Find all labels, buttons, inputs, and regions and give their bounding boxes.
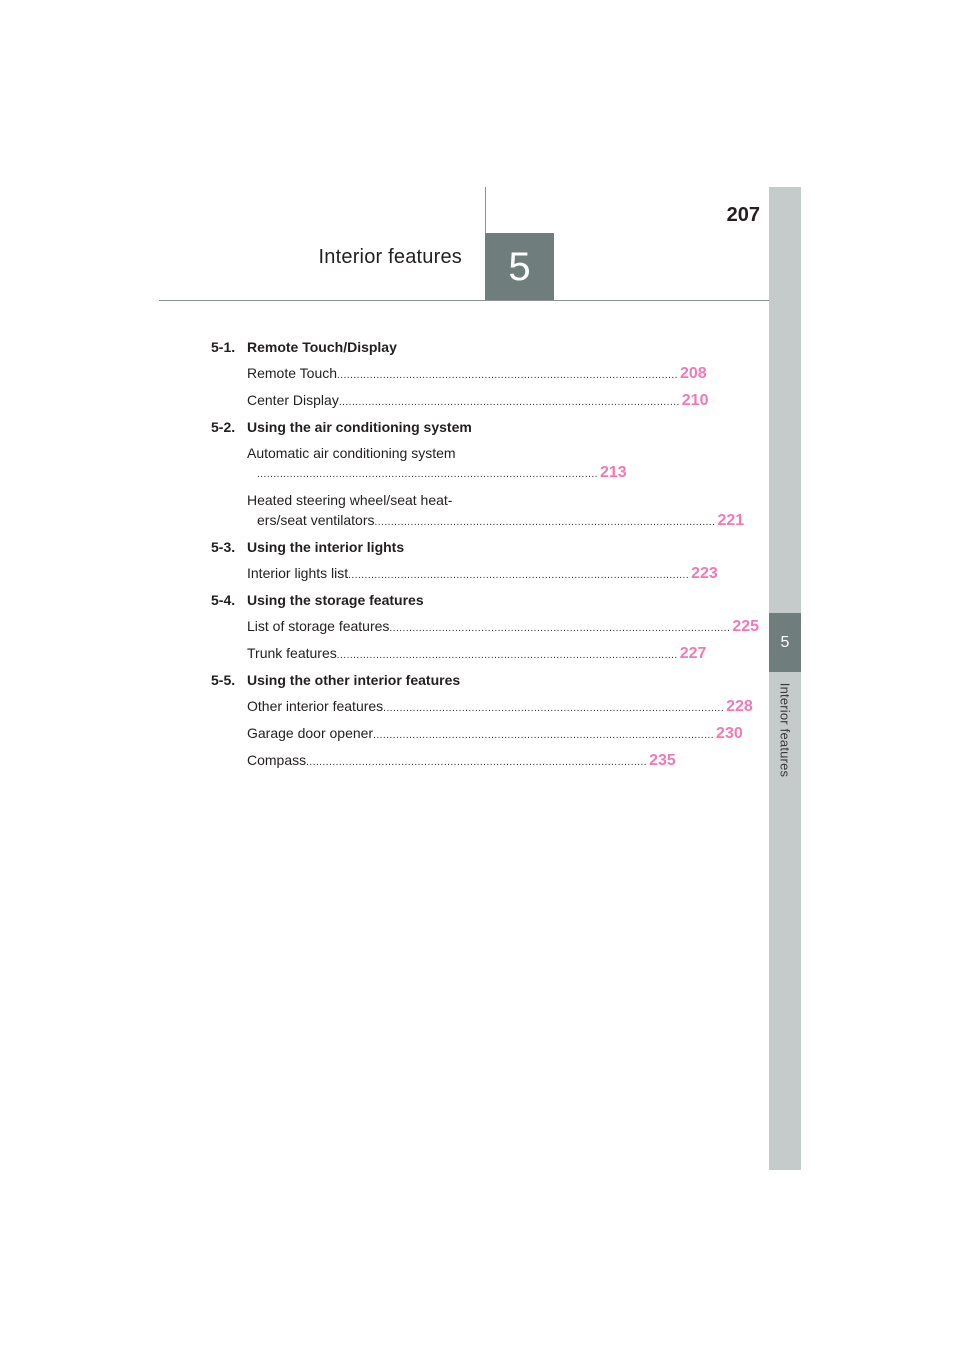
page-link[interactable]: 225 (732, 618, 760, 635)
header-rule (159, 300, 769, 301)
header-divider (485, 187, 486, 234)
side-tab-number[interactable]: 5 (780, 633, 790, 651)
section-title: Using the other interior features (247, 672, 461, 688)
page-link[interactable]: 221 (717, 512, 745, 529)
toc-entry-automatic-ac-label[interactable]: Automatic air conditioning system (247, 445, 456, 461)
toc-entry-trunk-features[interactable] (247, 645, 707, 663)
toc-section-5-1[interactable] (211, 339, 397, 355)
toc-section-5-2[interactable] (211, 419, 472, 435)
leader-dots: ........................................................................................................ (373, 730, 715, 741)
toc-entry-heated-steering-label-line1[interactable]: Heated steering wheel/seat heat- (247, 492, 453, 508)
toc-section-5-4[interactable] (211, 592, 424, 608)
page-link[interactable]: 228 (726, 698, 753, 715)
section-title: Using the storage features (247, 592, 424, 608)
section-title: Using the air conditioning system (247, 419, 472, 435)
toc-entry-heated-steering-line2[interactable] (257, 512, 745, 530)
leader-dots: ........................................................................................................ (338, 397, 680, 408)
leader-dots: ........................................................................................................ (336, 650, 678, 661)
page-link[interactable]: 235 (649, 752, 676, 769)
toc-entry-remote-touch[interactable] (247, 365, 707, 383)
section-number: 5-4. (211, 592, 236, 608)
side-tab-label[interactable]: Interior features (777, 682, 793, 778)
leader-dots: ........................................................................................................ (337, 370, 678, 381)
entry-label: List of storage features (247, 618, 390, 634)
toc-entry-compass[interactable] (247, 752, 676, 770)
toc-section-5-5[interactable] (211, 672, 460, 688)
page-link[interactable]: 223 (691, 565, 718, 582)
entry-label: Compass (247, 752, 307, 768)
section-number: 5-3. (211, 539, 236, 555)
page-link[interactable]: 208 (679, 365, 707, 382)
page-link[interactable]: 230 (716, 725, 743, 742)
leader-dots: ........................................................................................................ (374, 517, 716, 528)
entry-label: Interior lights list (247, 565, 349, 581)
toc-entry-center-display[interactable] (247, 392, 709, 410)
section-title: Using the interior lights (247, 539, 405, 555)
entry-label: Other interior features (247, 698, 384, 714)
toc-entry-automatic-ac-leader[interactable] (257, 464, 627, 482)
section-number: 5-5. (211, 672, 236, 688)
page-link[interactable]: 213 (599, 464, 627, 481)
toc-entry-storage-features[interactable] (247, 618, 760, 636)
leader-dots: ........................................................................................................ (348, 570, 690, 581)
toc-entry-interior-lights-list[interactable] (247, 565, 718, 583)
section-title: Remote Touch/Display (247, 339, 397, 355)
leader-dots: ........................................................................................................ (257, 469, 598, 480)
entry-label: Center Display (247, 392, 339, 408)
toc-section-5-3[interactable] (211, 539, 404, 555)
page-link[interactable]: 210 (681, 392, 709, 409)
entry-label: Garage door opener (247, 725, 374, 741)
entry-label: ers/seat ventilators (257, 512, 375, 528)
leader-dots: ........................................................................................................ (389, 623, 731, 634)
toc-entry-other-interior-features[interactable] (247, 698, 753, 716)
leader-dots: ........................................................................................................ (383, 703, 725, 714)
entry-label: Remote Touch (247, 365, 338, 381)
toc-entry-garage-door-opener[interactable] (247, 725, 743, 743)
chapter-number: 5 (508, 244, 531, 289)
section-number: 5-1. (211, 339, 236, 355)
side-tab-strip (769, 187, 801, 1170)
entry-label: Trunk features (247, 645, 337, 661)
leader-dots: ........................................................................................................ (306, 757, 648, 768)
page-link[interactable]: 227 (679, 645, 707, 662)
page-number: 207 (726, 204, 760, 226)
section-number: 5-2. (211, 419, 236, 435)
chapter-title: Interior features (318, 246, 462, 268)
